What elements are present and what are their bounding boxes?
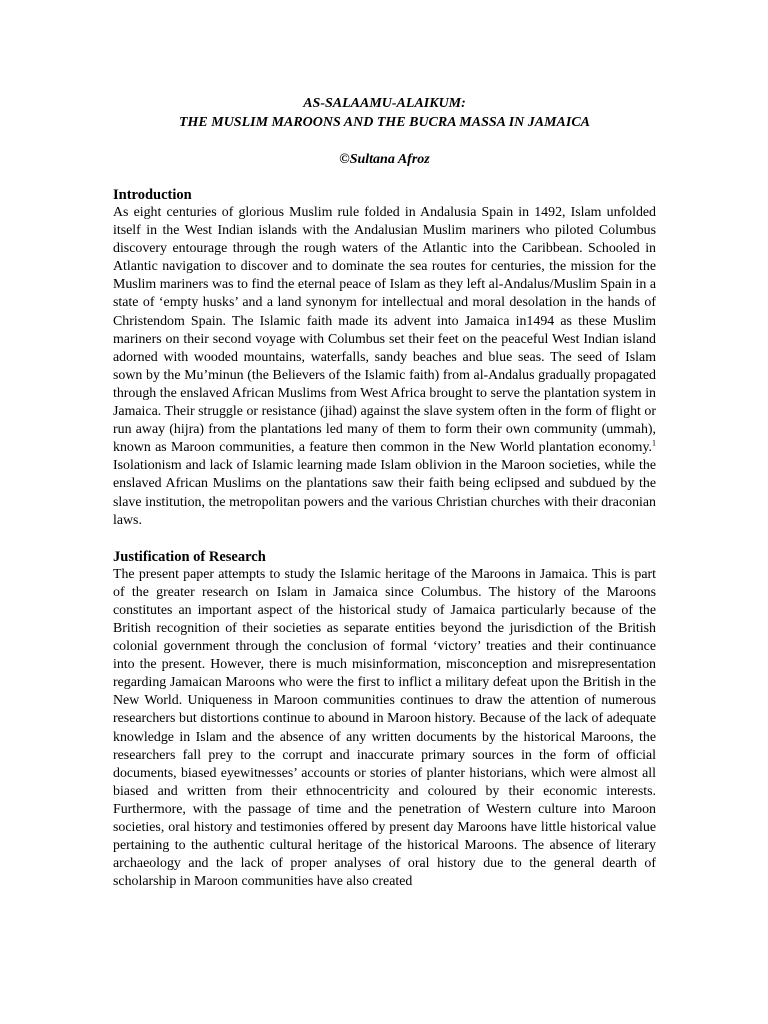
section-heading-introduction: Introduction — [113, 187, 192, 203]
footnote-marker[interactable]: 1 — [652, 438, 656, 448]
section-heading-justification: Justification of Research — [113, 548, 266, 565]
justification-paragraph: The present paper attempts to study the Islamic heritage of the Maroons in Jamaica. This is part of the greater research on Islam in Jamaica since Columbus. The history of the Maroons constitutes an important aspect of the historical study of Jamaica particularly because of the British recognition of their societies as separate entities beyond the jurisdiction of the British colonial government through the conclusion of formal ‘victory’ treaties and their continuance into the present. However, there is much misinformation, misconception and misrepresentation regarding Jamaican Maroons who were the first to inflict a military defeat upon the British in the New World. Uniqueness in Maroon communities continues to draw the attention of numerous researchers but distortions continue to abound in Maroon history. Because of the lack of adequate knowledge in Islam and the absence of any written documents by the historical Maroons, the researchers fall prey to the corrupt and inaccurate primary sources in the form of official documents, biased eyewitnesses’ accounts or stories of planter historians, which were almost all biased and written from their ethnocentricity and coloured by their economic interests. Furthermore, with the passage of time and the penetration of Western culture into Maroon societies, oral history and testimonies offered by present day Maroons have little historical value pertaining to the authentic cultural heritage of the historical Maroons. The absence of literary archaeology and the lack of proper analyses of oral history due to the general dearth of scholarship in Maroon communities have also created — [113, 566, 656, 890]
document-title — [113, 94, 656, 132]
introduction-paragraph — [113, 204, 656, 530]
title-line-1: AS-SALAAMU-ALAIKUM: — [303, 96, 466, 111]
title-line-2: THE MUSLIM MAROONS AND THE BUCRA MASSA IN JAMAICA — [178, 115, 591, 130]
author-line: ©Sultana Afroz — [339, 152, 430, 167]
introduction-text-part-1: As eight centuries of glorious Muslim rule folded in Andalusia Spain in 1492, Islam unfolded itself in the West Indian islands with the Andalusian Muslim mariners who piloted Columbus discovery entourage through the rough waters of the Atlantic into the Caribbean. Schooled in Atlantic navigation to discover and to dominate the sea routes for centuries, the mission for the Muslim mariners was to find the eternal peace of Islam as they left al-Andalus/Muslim Spain in a state of ‘empty husks’ and a land synonym for intellectual and moral desolation in the hands of Christendom Spain. The Islamic faith made its advent into Jamaica in1494 as these Muslim mariners on their second voyage with Columbus set their feet on the peaceful West Indian island adorned with wooded mountains, waterfalls, sandy beaches and blue seas. The seed of Islam sown by the Mu’minun (the Believers of the Islamic faith) from al-Andalus gradually propagated through the enslaved African Muslims from West Africa brought to serve the plantation system in Jamaica. Their struggle or resistance (jihad) against the slave system often in the form of flight or run away (hijra) from the plantations led many of them to form their own community (ummah), known as Maroon communities, a feature then common in the New World plantation economy. — [113, 205, 656, 456]
introduction-text-part-2: Isolationism and lack of Islamic learning made Islam oblivion in the Maroon societies, while the enslaved African Muslims on the plantations saw their faith being eclipsed and subdued by the slave institution, the metropolitan powers and the various Christian churches with their draconian laws. — [113, 458, 656, 528]
